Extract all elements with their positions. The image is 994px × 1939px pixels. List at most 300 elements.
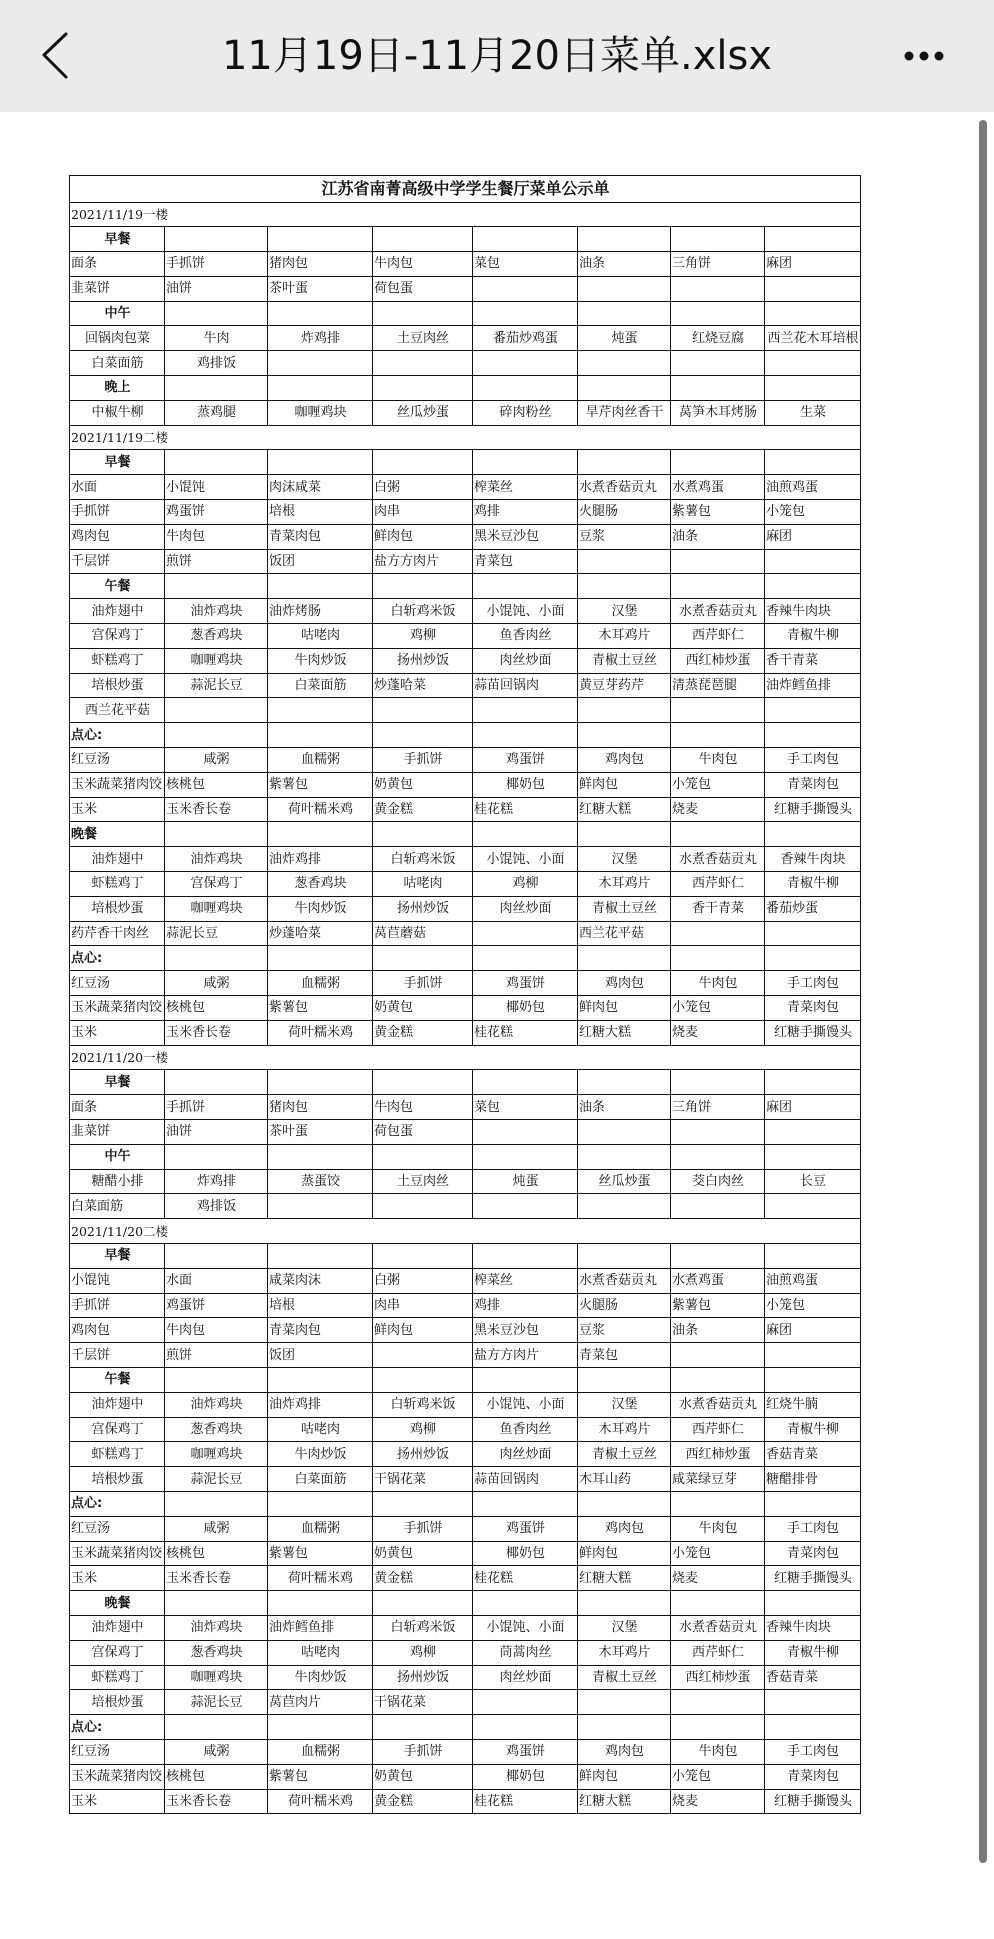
menu-item-cell[interactable]: 水煮香菇贡丸 bbox=[671, 1392, 765, 1417]
menu-item-cell[interactable]: 千层饼 bbox=[70, 1343, 165, 1368]
menu-item-cell[interactable]: 油煎鸡蛋 bbox=[765, 475, 861, 500]
menu-item-cell[interactable]: 油炸鸡块 bbox=[165, 599, 268, 624]
empty-cell[interactable] bbox=[578, 1715, 671, 1740]
menu-item-cell[interactable]: 血糯粥 bbox=[268, 1516, 373, 1541]
empty-cell[interactable] bbox=[473, 227, 578, 252]
menu-item-cell[interactable]: 蒸蛋饺 bbox=[268, 1169, 373, 1194]
empty-cell[interactable] bbox=[165, 1715, 268, 1740]
menu-item-cell[interactable]: 虾糕鸡丁 bbox=[70, 648, 165, 673]
empty-cell[interactable] bbox=[578, 698, 671, 723]
menu-item-cell[interactable]: 煎饼 bbox=[165, 1343, 268, 1368]
menu-item-cell[interactable]: 小馄饨、小面 bbox=[473, 599, 578, 624]
menu-item-cell[interactable]: 油炸翅中 bbox=[70, 1392, 165, 1417]
empty-cell[interactable] bbox=[765, 1119, 861, 1144]
empty-cell[interactable] bbox=[765, 227, 861, 252]
menu-item-cell[interactable]: 青菜包 bbox=[473, 549, 578, 574]
menu-item-cell[interactable]: 虾糕鸡丁 bbox=[70, 872, 165, 897]
meal-header-cell[interactable]: 点心: bbox=[70, 1715, 165, 1740]
menu-item-cell[interactable]: 回锅肉包菜 bbox=[70, 326, 165, 351]
empty-cell[interactable] bbox=[473, 698, 578, 723]
menu-item-cell[interactable]: 小笼包 bbox=[671, 996, 765, 1021]
back-button[interactable] bbox=[36, 28, 76, 84]
menu-item-cell[interactable]: 牛肉包 bbox=[671, 1739, 765, 1764]
menu-item-cell[interactable]: 鸡蛋饼 bbox=[165, 1293, 268, 1318]
menu-item-cell[interactable]: 西兰花平菇 bbox=[70, 698, 165, 723]
menu-item-cell[interactable]: 汉堡 bbox=[578, 847, 671, 872]
menu-item-cell[interactable]: 韭菜饼 bbox=[70, 1119, 165, 1144]
menu-item-cell[interactable]: 白斩鸡米饭 bbox=[373, 599, 473, 624]
empty-cell[interactable] bbox=[373, 376, 473, 401]
menu-item-cell[interactable]: 油炸鸡块 bbox=[165, 1392, 268, 1417]
menu-item-cell[interactable]: 糖醋小排 bbox=[70, 1169, 165, 1194]
menu-item-cell[interactable]: 油条 bbox=[671, 1318, 765, 1343]
menu-item-cell[interactable]: 小馄饨、小面 bbox=[473, 847, 578, 872]
menu-item-cell[interactable]: 烧麦 bbox=[671, 1789, 765, 1814]
menu-item-cell[interactable]: 麻团 bbox=[765, 524, 861, 549]
empty-cell[interactable] bbox=[765, 276, 861, 301]
empty-cell[interactable] bbox=[671, 1491, 765, 1516]
menu-item-cell[interactable]: 西芹虾仁 bbox=[671, 1640, 765, 1665]
menu-item-cell[interactable]: 紫薯包 bbox=[268, 772, 373, 797]
menu-item-cell[interactable]: 肉串 bbox=[373, 1293, 473, 1318]
menu-item-cell[interactable]: 西红柿炒蛋 bbox=[671, 1442, 765, 1467]
menu-item-cell[interactable]: 莴苣肉片 bbox=[268, 1690, 373, 1715]
menu-item-cell[interactable]: 黄金糕 bbox=[373, 797, 473, 822]
menu-item-cell[interactable]: 红烧牛腩 bbox=[765, 1392, 861, 1417]
menu-item-cell[interactable]: 紫薯包 bbox=[268, 1541, 373, 1566]
empty-cell[interactable] bbox=[373, 450, 473, 475]
menu-item-cell[interactable]: 药芹香干肉丝 bbox=[70, 921, 165, 946]
menu-item-cell[interactable]: 白菜面筋 bbox=[70, 1194, 165, 1219]
menu-item-cell[interactable]: 莴笋木耳烤肠 bbox=[671, 400, 765, 425]
menu-item-cell[interactable]: 玉米 bbox=[70, 1020, 165, 1045]
menu-item-cell[interactable]: 玉米香长卷 bbox=[165, 1020, 268, 1045]
menu-item-cell[interactable]: 油炸鸡块 bbox=[165, 1615, 268, 1640]
menu-item-cell[interactable]: 烧麦 bbox=[671, 1020, 765, 1045]
empty-cell[interactable] bbox=[671, 1194, 765, 1219]
empty-cell[interactable] bbox=[578, 301, 671, 326]
empty-cell[interactable] bbox=[473, 921, 578, 946]
menu-item-cell[interactable]: 炸鸡排 bbox=[165, 1169, 268, 1194]
menu-item-cell[interactable]: 青椒土豆丝 bbox=[578, 1665, 671, 1690]
menu-item-cell[interactable]: 香干青菜 bbox=[671, 896, 765, 921]
menu-item-cell[interactable]: 鸡蛋饼 bbox=[165, 500, 268, 525]
menu-item-cell[interactable]: 炖蛋 bbox=[473, 1169, 578, 1194]
menu-item-cell[interactable]: 葱香鸡块 bbox=[165, 624, 268, 649]
menu-item-cell[interactable]: 红豆汤 bbox=[70, 971, 165, 996]
menu-item-cell[interactable]: 汉堡 bbox=[578, 1615, 671, 1640]
menu-item-cell[interactable]: 生菜 bbox=[765, 400, 861, 425]
menu-item-cell[interactable]: 椰奶包 bbox=[473, 996, 578, 1021]
menu-item-cell[interactable]: 玉米香长卷 bbox=[165, 1789, 268, 1814]
empty-cell[interactable] bbox=[373, 1591, 473, 1616]
empty-cell[interactable] bbox=[765, 376, 861, 401]
empty-cell[interactable] bbox=[473, 276, 578, 301]
empty-cell[interactable] bbox=[473, 1119, 578, 1144]
menu-item-cell[interactable]: 水煮鸡蛋 bbox=[671, 475, 765, 500]
menu-item-cell[interactable]: 牛肉包 bbox=[373, 252, 473, 277]
menu-item-cell[interactable]: 葱香鸡块 bbox=[165, 1640, 268, 1665]
menu-item-cell[interactable]: 油炸鸡排 bbox=[268, 847, 373, 872]
empty-cell[interactable] bbox=[765, 549, 861, 574]
empty-cell[interactable] bbox=[473, 1070, 578, 1095]
empty-cell[interactable] bbox=[165, 698, 268, 723]
empty-cell[interactable] bbox=[578, 227, 671, 252]
menu-item-cell[interactable]: 青椒土豆丝 bbox=[578, 896, 671, 921]
menu-item-cell[interactable]: 西红柿炒蛋 bbox=[671, 1665, 765, 1690]
menu-item-cell[interactable]: 木耳鸡片 bbox=[578, 624, 671, 649]
date-section-label[interactable]: 2021/11/20二楼 bbox=[70, 1219, 861, 1244]
empty-cell[interactable] bbox=[578, 1367, 671, 1392]
menu-item-cell[interactable]: 汉堡 bbox=[578, 599, 671, 624]
menu-item-cell[interactable]: 猪肉包 bbox=[268, 1095, 373, 1120]
meal-header-cell[interactable]: 中午 bbox=[70, 1144, 165, 1169]
menu-item-cell[interactable]: 白粥 bbox=[373, 475, 473, 500]
menu-item-cell[interactable]: 清蒸琵琶腿 bbox=[671, 673, 765, 698]
empty-cell[interactable] bbox=[165, 1367, 268, 1392]
meal-header-cell[interactable]: 早餐 bbox=[70, 1070, 165, 1095]
menu-item-cell[interactable]: 咕咾肉 bbox=[268, 1417, 373, 1442]
empty-cell[interactable] bbox=[671, 1243, 765, 1268]
date-section-label[interactable]: 2021/11/19一楼 bbox=[70, 202, 861, 227]
menu-item-cell[interactable]: 莴苣蘑菇 bbox=[373, 921, 473, 946]
menu-item-cell[interactable]: 麻团 bbox=[765, 252, 861, 277]
menu-item-cell[interactable]: 红烧豆腐 bbox=[671, 326, 765, 351]
menu-item-cell[interactable]: 宫保鸡丁 bbox=[70, 1417, 165, 1442]
menu-item-cell[interactable]: 培根炒蛋 bbox=[70, 896, 165, 921]
menu-item-cell[interactable]: 椰奶包 bbox=[473, 1541, 578, 1566]
vertical-scrollbar[interactable] bbox=[979, 120, 987, 1863]
menu-item-cell[interactable]: 鸡柳 bbox=[373, 624, 473, 649]
menu-item-cell[interactable]: 手抓饼 bbox=[373, 1516, 473, 1541]
menu-item-cell[interactable]: 红糖手撕馒头 bbox=[765, 1789, 861, 1814]
empty-cell[interactable] bbox=[268, 450, 373, 475]
menu-item-cell[interactable]: 丝瓜炒蛋 bbox=[578, 1169, 671, 1194]
empty-cell[interactable] bbox=[473, 1591, 578, 1616]
empty-cell[interactable] bbox=[578, 351, 671, 376]
menu-item-cell[interactable]: 水面 bbox=[70, 475, 165, 500]
date-section-label[interactable]: 2021/11/19二楼 bbox=[70, 425, 861, 450]
menu-item-cell[interactable]: 宫保鸡丁 bbox=[70, 1640, 165, 1665]
empty-cell[interactable] bbox=[268, 698, 373, 723]
menu-item-cell[interactable]: 荷叶糯米鸡 bbox=[268, 1566, 373, 1591]
menu-item-cell[interactable]: 牛肉炒饭 bbox=[268, 896, 373, 921]
menu-item-cell[interactable]: 木耳鸡片 bbox=[578, 872, 671, 897]
empty-cell[interactable] bbox=[578, 1119, 671, 1144]
menu-item-cell[interactable]: 培根 bbox=[268, 1293, 373, 1318]
empty-cell[interactable] bbox=[373, 1194, 473, 1219]
menu-item-cell[interactable]: 油炸鳕鱼排 bbox=[268, 1615, 373, 1640]
empty-cell[interactable] bbox=[473, 1144, 578, 1169]
menu-item-cell[interactable]: 青椒土豆丝 bbox=[578, 648, 671, 673]
menu-item-cell[interactable]: 小馄饨、小面 bbox=[473, 1615, 578, 1640]
menu-item-cell[interactable]: 榨菜丝 bbox=[473, 475, 578, 500]
menu-item-cell[interactable]: 核桃包 bbox=[165, 772, 268, 797]
menu-item-cell[interactable]: 咸粥 bbox=[165, 1739, 268, 1764]
empty-cell[interactable] bbox=[473, 1715, 578, 1740]
menu-item-cell[interactable]: 牛肉包 bbox=[671, 1516, 765, 1541]
empty-cell[interactable] bbox=[578, 822, 671, 847]
menu-item-cell[interactable]: 黄金糕 bbox=[373, 1789, 473, 1814]
menu-item-cell[interactable]: 鱼香肉丝 bbox=[473, 1417, 578, 1442]
menu-item-cell[interactable]: 葱香鸡块 bbox=[268, 872, 373, 897]
menu-item-cell[interactable]: 鲜肉包 bbox=[373, 524, 473, 549]
menu-item-cell[interactable]: 牛肉包 bbox=[671, 748, 765, 773]
menu-item-cell[interactable]: 牛肉包 bbox=[373, 1095, 473, 1120]
empty-cell[interactable] bbox=[373, 1343, 473, 1368]
menu-item-cell[interactable]: 蒜苗回锅肉 bbox=[473, 673, 578, 698]
empty-cell[interactable] bbox=[578, 549, 671, 574]
empty-cell[interactable] bbox=[165, 1591, 268, 1616]
empty-cell[interactable] bbox=[578, 1070, 671, 1095]
menu-item-cell[interactable]: 肉丝炒面 bbox=[473, 1665, 578, 1690]
menu-item-cell[interactable]: 油炸鳕鱼排 bbox=[765, 673, 861, 698]
menu-item-cell[interactable]: 炒蓬哈菜 bbox=[373, 673, 473, 698]
empty-cell[interactable] bbox=[671, 921, 765, 946]
menu-item-cell[interactable]: 火腿肠 bbox=[578, 500, 671, 525]
empty-cell[interactable] bbox=[268, 723, 373, 748]
menu-item-cell[interactable]: 面条 bbox=[70, 252, 165, 277]
menu-item-cell[interactable]: 鲜肉包 bbox=[578, 1541, 671, 1566]
menu-item-cell[interactable]: 咸粥 bbox=[165, 748, 268, 773]
empty-cell[interactable] bbox=[578, 1491, 671, 1516]
menu-item-cell[interactable]: 青菜肉包 bbox=[268, 524, 373, 549]
menu-item-cell[interactable]: 盐方方肉片 bbox=[373, 549, 473, 574]
menu-item-cell[interactable]: 青菜肉包 bbox=[765, 772, 861, 797]
menu-item-cell[interactable]: 鲜肉包 bbox=[578, 772, 671, 797]
menu-item-cell[interactable]: 火腿肠 bbox=[578, 1293, 671, 1318]
empty-cell[interactable] bbox=[765, 1491, 861, 1516]
menu-item-cell[interactable]: 蒜泥长豆 bbox=[165, 673, 268, 698]
menu-item-cell[interactable]: 红糖大糕 bbox=[578, 1566, 671, 1591]
menu-item-cell[interactable]: 鸡蛋饼 bbox=[473, 971, 578, 996]
menu-item-cell[interactable]: 油炸翅中 bbox=[70, 847, 165, 872]
menu-item-cell[interactable]: 小笼包 bbox=[671, 1764, 765, 1789]
menu-item-cell[interactable]: 紫薯包 bbox=[268, 1764, 373, 1789]
empty-cell[interactable] bbox=[373, 1715, 473, 1740]
menu-item-cell[interactable]: 饭团 bbox=[268, 549, 373, 574]
menu-item-cell[interactable]: 白粥 bbox=[373, 1268, 473, 1293]
empty-cell[interactable] bbox=[578, 1690, 671, 1715]
empty-cell[interactable] bbox=[671, 1070, 765, 1095]
empty-cell[interactable] bbox=[578, 450, 671, 475]
menu-item-cell[interactable]: 玉米香长卷 bbox=[165, 797, 268, 822]
empty-cell[interactable] bbox=[165, 227, 268, 252]
menu-item-cell[interactable]: 青菜肉包 bbox=[268, 1318, 373, 1343]
menu-item-cell[interactable]: 鸡蛋饼 bbox=[473, 748, 578, 773]
menu-item-cell[interactable]: 血糯粥 bbox=[268, 971, 373, 996]
empty-cell[interactable] bbox=[165, 723, 268, 748]
menu-item-cell[interactable]: 鸡肉包 bbox=[70, 1318, 165, 1343]
menu-item-cell[interactable]: 荷包蛋 bbox=[373, 1119, 473, 1144]
empty-cell[interactable] bbox=[373, 1144, 473, 1169]
menu-item-cell[interactable]: 小馄饨 bbox=[165, 475, 268, 500]
empty-cell[interactable] bbox=[671, 822, 765, 847]
empty-cell[interactable] bbox=[765, 1690, 861, 1715]
menu-item-cell[interactable]: 宫保鸡丁 bbox=[165, 872, 268, 897]
empty-cell[interactable] bbox=[268, 301, 373, 326]
empty-cell[interactable] bbox=[473, 450, 578, 475]
menu-item-cell[interactable]: 糖醋排骨 bbox=[765, 1467, 861, 1492]
menu-item-cell[interactable]: 油炸翅中 bbox=[70, 1615, 165, 1640]
menu-item-cell[interactable]: 香辣牛肉块 bbox=[765, 599, 861, 624]
empty-cell[interactable] bbox=[473, 1367, 578, 1392]
menu-item-cell[interactable]: 咕咾肉 bbox=[268, 624, 373, 649]
menu-item-cell[interactable]: 西兰花平菇 bbox=[578, 921, 671, 946]
menu-item-cell[interactable]: 三角饼 bbox=[671, 252, 765, 277]
menu-item-cell[interactable]: 西红柿炒蛋 bbox=[671, 648, 765, 673]
empty-cell[interactable] bbox=[373, 822, 473, 847]
empty-cell[interactable] bbox=[671, 574, 765, 599]
menu-item-cell[interactable]: 韭菜饼 bbox=[70, 276, 165, 301]
menu-item-cell[interactable]: 手工肉包 bbox=[765, 1739, 861, 1764]
menu-item-cell[interactable]: 青菜肉包 bbox=[765, 1541, 861, 1566]
menu-item-cell[interactable]: 肉丝炒面 bbox=[473, 896, 578, 921]
menu-item-cell[interactable]: 黑米豆沙包 bbox=[473, 1318, 578, 1343]
empty-cell[interactable] bbox=[268, 574, 373, 599]
menu-item-cell[interactable]: 茶叶蛋 bbox=[268, 276, 373, 301]
menu-item-cell[interactable]: 青菜包 bbox=[578, 1343, 671, 1368]
menu-item-cell[interactable]: 玉米香长卷 bbox=[165, 1566, 268, 1591]
menu-item-cell[interactable]: 油条 bbox=[578, 252, 671, 277]
empty-cell[interactable] bbox=[765, 1243, 861, 1268]
empty-cell[interactable] bbox=[671, 549, 765, 574]
menu-item-cell[interactable]: 红糖手撕馒头 bbox=[765, 1020, 861, 1045]
menu-item-cell[interactable]: 肉串 bbox=[373, 500, 473, 525]
empty-cell[interactable] bbox=[268, 1194, 373, 1219]
meal-header-cell[interactable]: 晚餐 bbox=[70, 822, 165, 847]
menu-item-cell[interactable]: 炖蛋 bbox=[578, 326, 671, 351]
empty-cell[interactable] bbox=[765, 1194, 861, 1219]
menu-item-cell[interactable]: 油饼 bbox=[165, 1119, 268, 1144]
empty-cell[interactable] bbox=[765, 1715, 861, 1740]
empty-cell[interactable] bbox=[165, 1144, 268, 1169]
empty-cell[interactable] bbox=[578, 1144, 671, 1169]
menu-item-cell[interactable]: 鸡蛋饼 bbox=[473, 1739, 578, 1764]
empty-cell[interactable] bbox=[765, 1591, 861, 1616]
menu-item-cell[interactable]: 鸡排 bbox=[473, 1293, 578, 1318]
empty-cell[interactable] bbox=[578, 1243, 671, 1268]
empty-cell[interactable] bbox=[671, 301, 765, 326]
menu-item-cell[interactable]: 荷包蛋 bbox=[373, 276, 473, 301]
empty-cell[interactable] bbox=[373, 1491, 473, 1516]
menu-item-cell[interactable]: 饭团 bbox=[268, 1343, 373, 1368]
menu-item-cell[interactable]: 核桃包 bbox=[165, 1541, 268, 1566]
menu-item-cell[interactable]: 荷叶糯米鸡 bbox=[268, 1789, 373, 1814]
menu-item-cell[interactable]: 奶黄包 bbox=[373, 1541, 473, 1566]
empty-cell[interactable] bbox=[578, 723, 671, 748]
menu-item-cell[interactable]: 桂花糕 bbox=[473, 1566, 578, 1591]
empty-cell[interactable] bbox=[671, 1367, 765, 1392]
menu-item-cell[interactable]: 水煮香菇贡丸 bbox=[671, 599, 765, 624]
empty-cell[interactable] bbox=[473, 946, 578, 971]
empty-cell[interactable] bbox=[268, 376, 373, 401]
menu-item-cell[interactable]: 水煮香菇贡丸 bbox=[578, 1268, 671, 1293]
menu-item-cell[interactable]: 红糖大糕 bbox=[578, 797, 671, 822]
menu-item-cell[interactable]: 玉米 bbox=[70, 1566, 165, 1591]
menu-item-cell[interactable]: 手抓饼 bbox=[70, 500, 165, 525]
menu-item-cell[interactable]: 豆浆 bbox=[578, 1318, 671, 1343]
menu-item-cell[interactable]: 青菜肉包 bbox=[765, 1764, 861, 1789]
menu-item-cell[interactable]: 培根炒蛋 bbox=[70, 1467, 165, 1492]
menu-item-cell[interactable]: 核桃包 bbox=[165, 1764, 268, 1789]
empty-cell[interactable] bbox=[373, 574, 473, 599]
menu-item-cell[interactable]: 水煮鸡蛋 bbox=[671, 1268, 765, 1293]
empty-cell[interactable] bbox=[473, 1243, 578, 1268]
menu-item-cell[interactable]: 玉米 bbox=[70, 797, 165, 822]
empty-cell[interactable] bbox=[373, 301, 473, 326]
empty-cell[interactable] bbox=[473, 822, 578, 847]
menu-item-cell[interactable]: 鸡柳 bbox=[473, 872, 578, 897]
meal-header-cell[interactable]: 中午 bbox=[70, 301, 165, 326]
empty-cell[interactable] bbox=[165, 1070, 268, 1095]
menu-item-cell[interactable]: 面条 bbox=[70, 1095, 165, 1120]
menu-item-cell[interactable]: 咖喱鸡块 bbox=[165, 1442, 268, 1467]
menu-item-cell[interactable]: 培根炒蛋 bbox=[70, 1690, 165, 1715]
sheet-title[interactable]: 江苏省南菁高级中学学生餐厅菜单公示单 bbox=[70, 176, 861, 203]
empty-cell[interactable] bbox=[671, 351, 765, 376]
menu-item-cell[interactable]: 咕咾肉 bbox=[373, 872, 473, 897]
meal-header-cell[interactable]: 午餐 bbox=[70, 574, 165, 599]
menu-item-cell[interactable]: 青椒土豆丝 bbox=[578, 1442, 671, 1467]
empty-cell[interactable] bbox=[473, 376, 578, 401]
menu-item-cell[interactable]: 香菇青菜 bbox=[765, 1442, 861, 1467]
empty-cell[interactable] bbox=[671, 723, 765, 748]
menu-item-cell[interactable]: 茼蒿肉丝 bbox=[473, 1640, 578, 1665]
menu-item-cell[interactable]: 椰奶包 bbox=[473, 1764, 578, 1789]
empty-cell[interactable] bbox=[373, 227, 473, 252]
menu-item-cell[interactable]: 扬州炒饭 bbox=[373, 648, 473, 673]
empty-cell[interactable] bbox=[268, 1243, 373, 1268]
menu-item-cell[interactable]: 香干青菜 bbox=[765, 648, 861, 673]
menu-item-cell[interactable]: 黄豆芽药芹 bbox=[578, 673, 671, 698]
menu-item-cell[interactable]: 丝瓜炒蛋 bbox=[373, 400, 473, 425]
empty-cell[interactable] bbox=[671, 276, 765, 301]
menu-item-cell[interactable]: 红豆汤 bbox=[70, 748, 165, 773]
menu-item-cell[interactable]: 鸡肉包 bbox=[70, 524, 165, 549]
menu-item-cell[interactable]: 西芹虾仁 bbox=[671, 872, 765, 897]
empty-cell[interactable] bbox=[671, 1715, 765, 1740]
menu-item-cell[interactable]: 土豆肉丝 bbox=[373, 1169, 473, 1194]
menu-item-cell[interactable]: 麻团 bbox=[765, 1318, 861, 1343]
menu-item-cell[interactable]: 香辣牛肉块 bbox=[765, 847, 861, 872]
menu-item-cell[interactable]: 荷叶糯米鸡 bbox=[268, 797, 373, 822]
meal-header-cell[interactable]: 早餐 bbox=[70, 227, 165, 252]
menu-item-cell[interactable]: 白菜面筋 bbox=[268, 1467, 373, 1492]
menu-item-cell[interactable]: 红糖手撕馒头 bbox=[765, 797, 861, 822]
empty-cell[interactable] bbox=[268, 1591, 373, 1616]
empty-cell[interactable] bbox=[671, 1690, 765, 1715]
menu-item-cell[interactable]: 油炸鸡块 bbox=[165, 847, 268, 872]
menu-item-cell[interactable]: 红豆汤 bbox=[70, 1516, 165, 1541]
empty-cell[interactable] bbox=[671, 1144, 765, 1169]
menu-item-cell[interactable]: 红糖大糕 bbox=[578, 1020, 671, 1045]
menu-item-cell[interactable]: 油炸烤肠 bbox=[268, 599, 373, 624]
empty-cell[interactable] bbox=[268, 1070, 373, 1095]
menu-item-cell[interactable]: 玉米蔬菜猪肉饺 bbox=[70, 772, 165, 797]
empty-cell[interactable] bbox=[671, 1119, 765, 1144]
menu-item-cell[interactable]: 小馄饨、小面 bbox=[473, 1392, 578, 1417]
menu-item-cell[interactable]: 手抓饼 bbox=[165, 1095, 268, 1120]
menu-item-cell[interactable]: 油条 bbox=[671, 524, 765, 549]
menu-item-cell[interactable]: 鸡肉包 bbox=[578, 1739, 671, 1764]
menu-item-cell[interactable]: 番茄炒蛋 bbox=[765, 896, 861, 921]
empty-cell[interactable] bbox=[268, 351, 373, 376]
empty-cell[interactable] bbox=[765, 1144, 861, 1169]
menu-item-cell[interactable]: 白菜面筋 bbox=[70, 351, 165, 376]
menu-item-cell[interactable]: 手抓饼 bbox=[165, 252, 268, 277]
menu-item-cell[interactable]: 红糖大糕 bbox=[578, 1789, 671, 1814]
